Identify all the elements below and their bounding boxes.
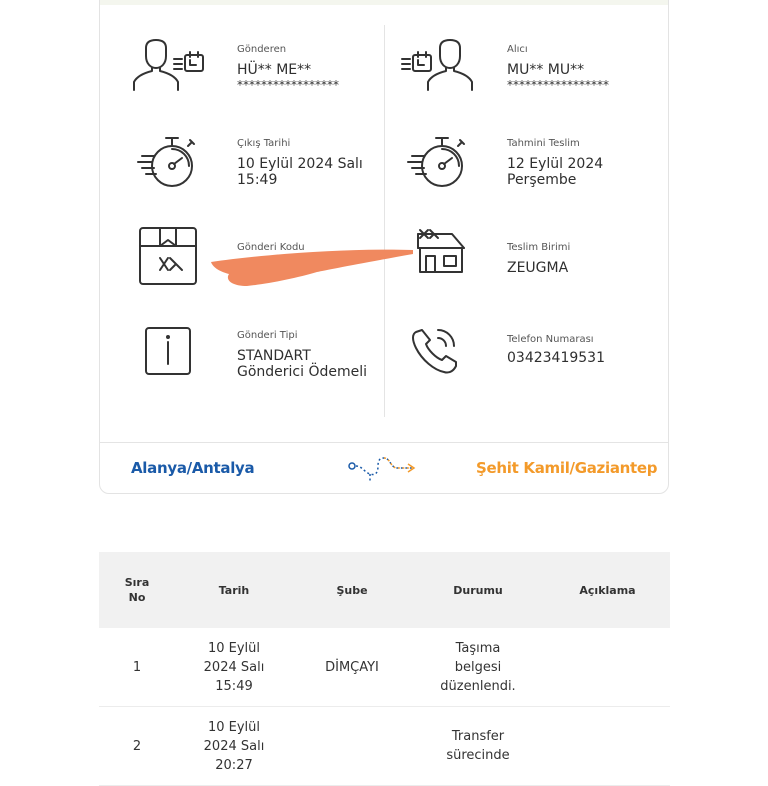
cell-branch: DİMÇAYI: [325, 659, 379, 675]
cell-status-line2: belgesi: [454, 659, 502, 675]
delivery-unit-value: ZEUGMA: [507, 260, 569, 276]
shipment-type-label: Gönderi Tipi: [237, 330, 298, 341]
person-calendar-icon: [130, 38, 210, 98]
table-row: [99, 628, 670, 707]
redaction-scribble: [207, 240, 417, 292]
phone-value: 03423419531: [507, 350, 605, 366]
route-destination: Şehit Kamil/Gaziantep: [476, 459, 658, 477]
shipment-movements-table: [99, 552, 670, 782]
estimated-delivery-day: Perşembe: [507, 172, 577, 188]
table-header: [99, 552, 670, 628]
phone-label: Telefon Numarası: [507, 334, 594, 345]
col-header-no: [99, 552, 175, 628]
col-header-date: Tarih: [218, 583, 250, 597]
person-calendar-icon: [400, 38, 480, 98]
cell-date-line2: 2024 Salı: [203, 659, 265, 675]
cell-status-line3: düzenlendi.: [440, 678, 516, 694]
sender-name: HÜ** ME**: [237, 62, 312, 78]
cell-no: 1: [132, 659, 142, 675]
cell-date-line1: 10 Eylül: [207, 719, 261, 735]
receiver-label: Alıcı: [507, 44, 528, 55]
cell-description: [545, 707, 670, 785]
cell-date-line3: 20:27: [215, 757, 253, 773]
route-origin: Alanya/Antalya: [131, 459, 255, 477]
cell-no: 2: [132, 738, 142, 754]
phone-block: [400, 324, 650, 384]
cell-status: [411, 707, 545, 785]
cell-date-line3: 15:49: [215, 678, 253, 694]
col-header-status: Durumu: [453, 583, 503, 597]
route-divider: [100, 442, 668, 443]
phone-icon: [400, 324, 480, 384]
cell-date-line2: 2024 Salı: [203, 738, 265, 754]
column-divider: [384, 25, 385, 417]
departure-label: Çıkış Tarihi: [237, 138, 291, 149]
departure-time: 15:49: [237, 172, 278, 188]
cell-status-line1: Transfer: [451, 729, 505, 744]
shipment-type-value: STANDART: [237, 348, 311, 364]
cell-date: [175, 628, 293, 706]
estimated-delivery-date: 12 Eylül 2024: [507, 156, 604, 172]
cell-date: [175, 707, 293, 785]
cell-branch: [293, 707, 411, 785]
table-row: [99, 707, 670, 786]
receiver-block: [400, 38, 650, 98]
estimated-delivery-label: Tahmini Teslim: [507, 138, 580, 149]
package-box-icon: [130, 226, 210, 286]
stopwatch-icon: [130, 132, 210, 192]
col-header-no-line1: Sıra: [124, 576, 150, 589]
col-header-description: Açıklama: [579, 583, 636, 597]
stopwatch-icon: [400, 132, 480, 192]
sender-label: Gönderen: [237, 44, 287, 55]
departure-block: [130, 132, 380, 192]
col-header-no-line2: No: [128, 591, 146, 604]
shipment-payment-type: Gönderici Ödemeli: [237, 364, 368, 380]
col-header-branch: Şube: [336, 583, 368, 597]
card-top-accent: [100, 0, 668, 5]
delivery-unit-label: Teslim Birimi: [507, 242, 571, 253]
route-arrow-icon: [348, 452, 420, 486]
cell-date-line1: 10 Eylül: [207, 640, 261, 656]
delivery-unit-block: [400, 226, 650, 286]
receiver-masked: *****************: [507, 78, 609, 92]
estimated-delivery-block: [400, 132, 650, 192]
cell-status: [411, 628, 545, 706]
info-icon: [130, 324, 210, 384]
shipment-type-block: [130, 324, 380, 384]
cell-status-line2: sürecinde: [446, 748, 510, 763]
receiver-name: MU** MU**: [507, 62, 585, 78]
sender-block: [130, 38, 380, 98]
cell-description: [545, 628, 670, 706]
sender-masked: *****************: [237, 78, 339, 92]
cell-status-line1: Taşıma: [455, 640, 501, 656]
shipment-code-label: Gönderi Kodu: [237, 242, 305, 253]
departure-date: 10 Eylül 2024 Salı: [237, 156, 363, 172]
